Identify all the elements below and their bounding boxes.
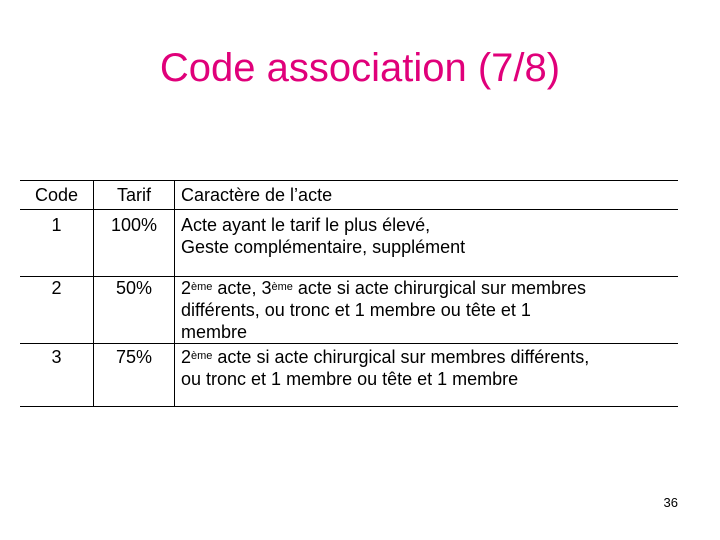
code-association-table [20, 180, 678, 407]
cell-tarif: 100% [94, 210, 175, 277]
desc-line [181, 277, 678, 299]
header-tarif: Tarif [94, 181, 175, 210]
slide-title: Code association (7/8) [159, 46, 561, 90]
ordinal-suffix: ème [271, 281, 293, 293]
desc-text: acte si acte chirurgical sur membres [292, 278, 586, 298]
cell-caractere [175, 277, 679, 344]
desc-line: Geste complémentaire, supplément [181, 237, 466, 257]
cell-caractere [175, 210, 679, 277]
header-code: Code [20, 181, 94, 210]
desc-line [181, 346, 678, 368]
cell-code: 2 [20, 277, 94, 344]
table-header-row [20, 181, 678, 210]
table-row [20, 277, 678, 344]
ordinal-suffix: ème [191, 281, 213, 293]
desc-line: ou tronc et 1 membre ou tête et 1 membre [181, 369, 519, 389]
desc-text: acte si acte chirurgical sur membres différents, [212, 347, 590, 367]
header-caractere: Caractère de l’acte [181, 185, 333, 205]
ordinal-number: 2 [181, 347, 192, 367]
table-row [20, 210, 678, 277]
cell-tarif: 50% [94, 277, 175, 344]
cell-code: 1 [20, 210, 94, 277]
desc-text: acte, 3 [212, 278, 272, 298]
desc-line: différents, ou tronc et 1 membre ou tête et 1 [181, 300, 531, 320]
table-row [20, 344, 678, 407]
cell-code: 3 [20, 344, 94, 407]
cell-tarif: 75% [94, 344, 175, 407]
page-number: 36 [663, 495, 678, 510]
ordinal-number: 2 [181, 278, 192, 298]
cell-caractere [175, 344, 679, 407]
desc-line: Acte ayant le tarif le plus élevé, [181, 215, 431, 235]
desc-line: membre [181, 322, 248, 342]
ordinal-suffix: ème [191, 350, 213, 362]
